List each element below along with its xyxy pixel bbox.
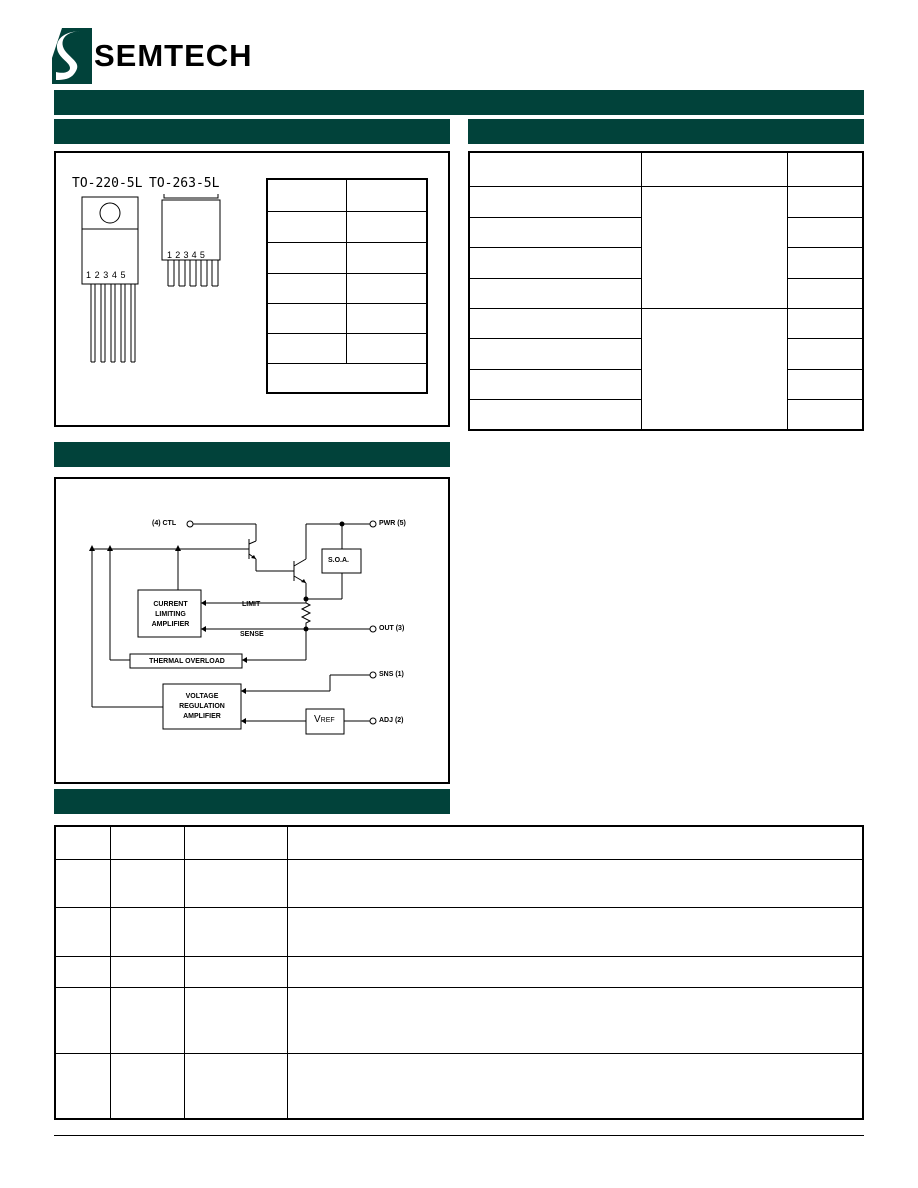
- table-cell: [185, 1053, 288, 1119]
- label-line: REGULATION: [179, 703, 225, 710]
- label-line: CURRENT: [153, 601, 188, 608]
- table-cell: [55, 956, 111, 987]
- to263-package-drawing: [158, 190, 224, 290]
- table-cell: [788, 217, 864, 247]
- table-cell: [788, 247, 864, 278]
- label-ctl: (4) CTL: [152, 520, 177, 527]
- table-cell: [788, 278, 864, 308]
- table-cell: [185, 859, 288, 907]
- table-cell: [347, 242, 428, 273]
- table-cell: [642, 308, 788, 430]
- to220-package-drawing: [80, 196, 140, 366]
- label-sense: SENSE: [240, 631, 264, 638]
- label-voltage-regulation: [163, 692, 241, 722]
- package-label-to263: TO-263-5L: [149, 176, 220, 191]
- label-limit: LIMIT: [242, 601, 261, 608]
- vref-sub: REF: [320, 717, 335, 724]
- pin-number: 4: [191, 250, 200, 260]
- pin-number: 3: [183, 250, 192, 260]
- pin-number: 4: [111, 270, 121, 280]
- to263-pin-numbers: [167, 250, 208, 260]
- table-cell: [469, 247, 642, 278]
- package-pin-table: [266, 178, 428, 394]
- table-cell: [55, 859, 111, 907]
- pin-number: 1: [167, 250, 176, 260]
- pin-number: 2: [94, 270, 104, 280]
- table-cell: [288, 859, 864, 907]
- table-cell: [469, 338, 642, 369]
- label-line: VOLTAGE: [185, 693, 219, 700]
- table-header-cell: [788, 152, 864, 186]
- pin-number: 2: [175, 250, 184, 260]
- table-cell: [267, 333, 347, 363]
- pin-descriptions-table: [54, 825, 864, 1120]
- table-cell: [267, 211, 347, 242]
- table-cell: [55, 1053, 111, 1119]
- pin-number: 3: [103, 270, 112, 280]
- label-line: AMPLIFIER: [151, 621, 190, 628]
- table-cell: [788, 186, 864, 217]
- table-cell: [55, 987, 111, 1053]
- table-header-cell: [642, 152, 788, 186]
- footer-rule: [54, 1135, 864, 1136]
- table-cell: [111, 859, 185, 907]
- label-adj: ADJ (2): [379, 717, 404, 724]
- label-pwr: PWR (5): [379, 520, 406, 527]
- section-bar-block-diagram: [54, 442, 450, 467]
- table-cell: [185, 987, 288, 1053]
- ordering-info-table: [468, 151, 864, 431]
- table-cell: [288, 1053, 864, 1119]
- table-header-cell: [288, 826, 864, 859]
- label-thermal-overload: THERMAL OVERLOAD: [149, 658, 225, 665]
- table-cell: [267, 242, 347, 273]
- table-cell: [469, 186, 642, 217]
- table-header-cell: [185, 826, 288, 859]
- table-cell: [347, 333, 428, 363]
- semtech-logo-mark: [52, 28, 92, 84]
- to220-pin-numbers: [86, 270, 129, 280]
- section-bar-pin-configuration: [54, 119, 450, 144]
- table-cell: [788, 369, 864, 399]
- section-bar-pin-descriptions: [54, 789, 450, 814]
- table-header-cell: [469, 152, 642, 186]
- label-line: LIMITING: [155, 611, 186, 618]
- vref-main: V: [314, 714, 321, 725]
- title-bar: [54, 90, 864, 115]
- table-cell: [347, 179, 428, 211]
- table-cell: [111, 907, 185, 956]
- table-cell: [469, 369, 642, 399]
- table-header-cell: [111, 826, 185, 859]
- table-cell: [347, 303, 428, 333]
- table-cell: [788, 338, 864, 369]
- table-cell: [347, 211, 428, 242]
- table-cell: [111, 956, 185, 987]
- pin-number: 5: [120, 270, 130, 280]
- table-cell: [267, 273, 347, 303]
- table-cell: [469, 217, 642, 247]
- pin-number: 1: [86, 270, 95, 280]
- table-cell: [288, 956, 864, 987]
- brand-name: SEMTECH: [94, 38, 253, 73]
- label-current-limiting: [139, 600, 202, 630]
- table-cell: [469, 399, 642, 430]
- table-cell: [469, 278, 642, 308]
- table-cell: [788, 399, 864, 430]
- section-bar-ordering-info: [468, 119, 864, 144]
- table-cell: [267, 363, 427, 393]
- table-cell: [111, 987, 185, 1053]
- table-cell: [185, 956, 288, 987]
- table-header-cell: [55, 826, 111, 859]
- pin-number: 5: [199, 250, 209, 260]
- label-soa: S.O.A.: [328, 557, 350, 564]
- table-cell: [267, 179, 347, 211]
- table-cell: [788, 308, 864, 338]
- table-cell: [288, 987, 864, 1053]
- table-cell: [185, 907, 288, 956]
- table-cell: [288, 907, 864, 956]
- label-out: OUT (3): [379, 625, 405, 632]
- package-label-to220: TO-220-5L: [72, 176, 143, 191]
- table-cell: [347, 273, 428, 303]
- label-vref: [314, 714, 335, 725]
- table-cell: [642, 186, 788, 308]
- label-sns: SNS (1): [379, 671, 404, 678]
- table-cell: [55, 907, 111, 956]
- label-line: AMPLIFIER: [183, 713, 221, 720]
- table-cell: [111, 1053, 185, 1119]
- table-cell: [267, 303, 347, 333]
- table-cell: [469, 308, 642, 338]
